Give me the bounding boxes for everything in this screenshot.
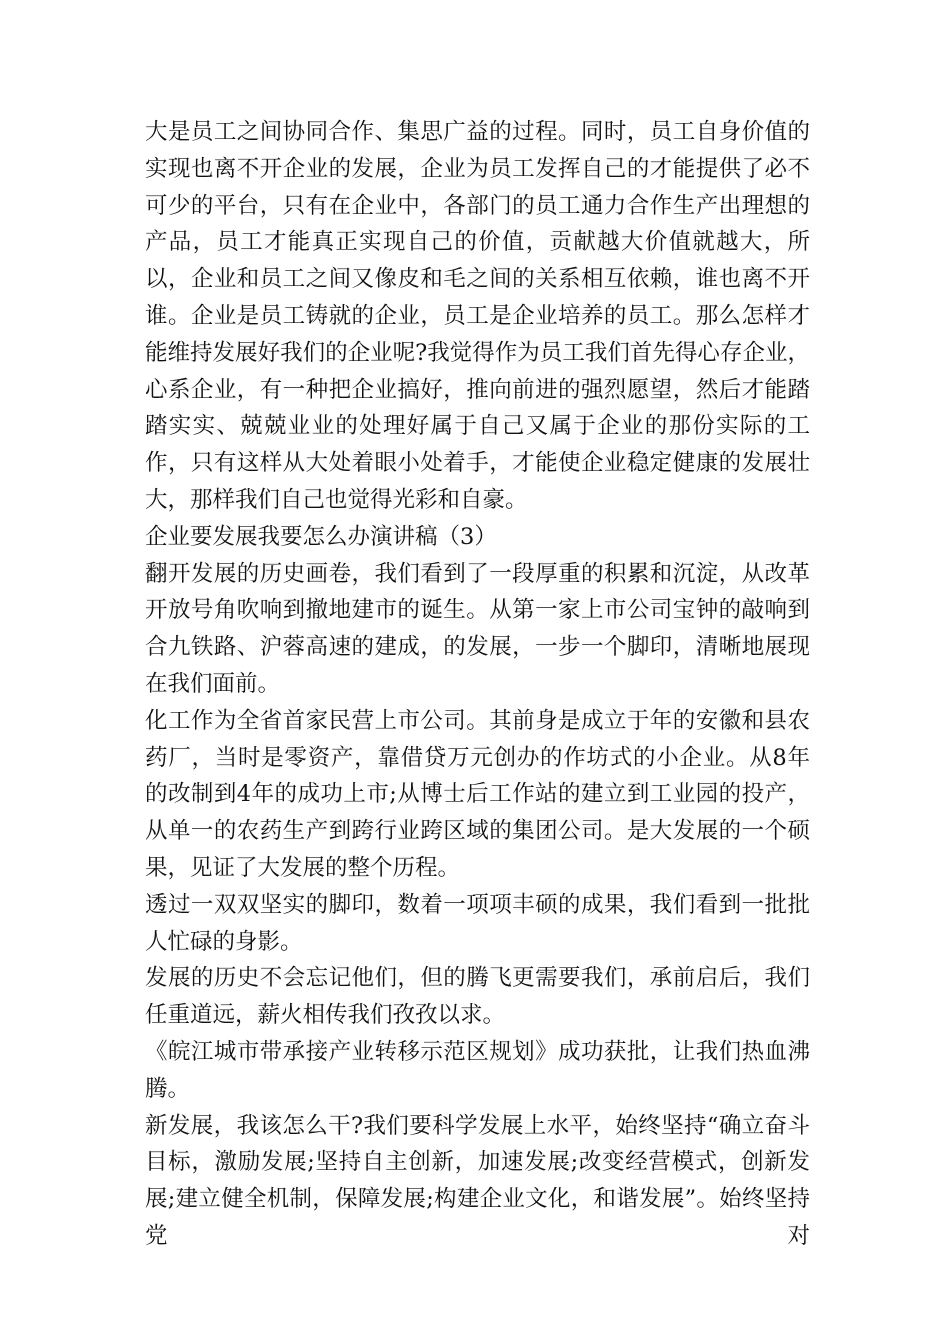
- paragraph-new-development: 新发展，我该怎么干?我们要科学发展上水平，始终坚持“确立奋斗目标，激励发展;坚持自主创新，加速发展;改变经营模式，创新发展;建立健全机制，保障发展;构建企业文化，和谐发展”。始终坚持党对: [145, 1112, 810, 1249]
- paragraph-plan-approval: 《皖江城市带承接产业转移示范区规划》成功获批，让我们热血沸腾。: [145, 1038, 810, 1102]
- section-heading: 企业要发展我要怎么办演讲稿（3）: [145, 523, 497, 550]
- paragraph-history-remember: 发展的历史不会忘记他们，但的腾飞更需要我们，承前启后，我们任重道远，薪火相传我们孜孜以求。: [145, 965, 810, 1029]
- paragraph-footprints: 透过一双双坚实的脚印，数着一项项丰硕的成果，我们看到一批批人忙碌的身影。: [145, 891, 810, 955]
- paragraph-history: 翻开发展的历史画卷，我们看到了一段厚重的积累和沉淀，从改革开放号角吹响到撤地建市的诞生。从第一家上市公司宝钟的敲响到合九铁路、沪蓉高速的建成，的发展，一步一个脚印，清晰地展现在我们面前。: [145, 560, 810, 697]
- document-page: [145, 114, 810, 1255]
- paragraph-enterprise-employee: 大是员工之间协同合作、集思广益的过程。同时，员工自身价值的实现也离不开企业的发展，企业为员工发挥自己的才能提供了必不可少的平台，只有在企业中，各部门的员工通力合作生产出理想的产品，员工才能真正实现自己的价值，贡献越大价值就越大，所以，企业和员工之间又像皮和毛之间的关系相互依赖，谁也离不开谁。企业是员工铸就的企业，员工是企业培养的员工。那么怎样才能维持发展好我们的企业呢?我觉得作为员工我们首先得心存企业，心系企业，有一种把企业搞好，推向前进的强烈愿望，然后才能踏踏实实、兢兢业业的处理好属于自己又属于企业的那份实际的工作，只有这样从大处着眼小处着手，才能使企业稳定健康的发展壮大，那样我们自己也觉得光彩和自豪。: [145, 119, 810, 513]
- paragraph-chemical-company: 化工作为全省首家民营上市公司。其前身是成立于年的安徽和县农药厂，当时是零资产，靠借贷万元创办的作坊式的小企业。从8年的改制到4年的成功上市;从博士后工作站的建立到工业园的投产，从单一的农药生产到跨行业跨区域的集团公司。是大发展的一个硕果，见证了大发展的整个历程。: [145, 707, 810, 881]
